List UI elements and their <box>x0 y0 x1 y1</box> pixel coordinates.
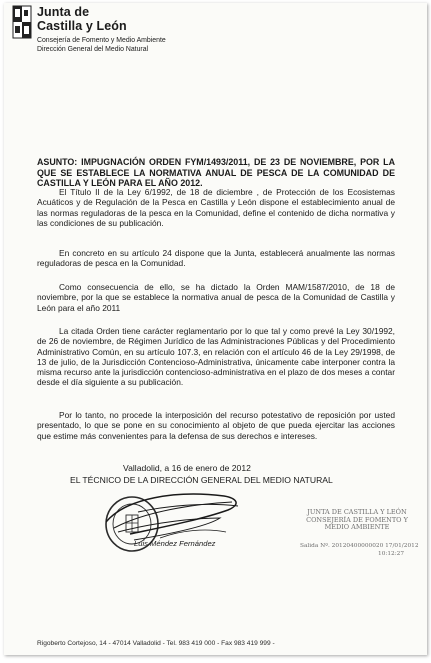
footer-address: Rigoberto Cortejoso, 14 - 47014 Valladolid - Tel. 983 419 000 - Fax 983 419 999 - <box>37 640 275 647</box>
org-name-line2: Castilla y León <box>37 19 127 33</box>
department-name: Consejería de Fomento y Medio Ambiente <box>37 37 166 44</box>
registry-stamp <box>297 509 417 532</box>
letter-page <box>4 3 427 655</box>
official-seal-and-signature <box>96 488 246 560</box>
stamp-line-1: JUNTA DE CASTILLA Y LEÓN <box>307 508 407 516</box>
paragraph-2: En concreto en su artículo 24 dispone que la Junta, establecerá anualmente las normas reguladoras de pesca en la Comunidad. <box>37 248 395 269</box>
signer-role: EL TÉCNICO DE LA DIRECCIÓN GENERAL DEL MEDIO NATURAL <box>70 475 333 485</box>
paragraph-1: El Título II de la Ley 6/1992, de 18 de diciembre , de Protección de los Ecosistemas Acuáticos y de Regulación de la Pesca en Castilla y León dispone el establecimiento anual de las normas reguladoras de la pesca en la Comunidad, define el contenido de dicha normativa y las condiciones de su publicación. <box>37 187 395 228</box>
paragraph-4: La citada Orden tiene carácter reglamentario por lo que tal y como prevé la Ley 30/1992, de 26 de noviembre, de Régimen Jurídico de las Administraciones Públicas y del Procedimiento Administrativo Común, en su artículo 107.3, en relación con el artículo 46 de la Ley 29/1998, de 13 de julio, de la Jurisdicción Contencioso-Administrativa, únicamente cabe interponer contra la misma recurso ante la jurisdicción contencioso-administrativa en el plazo de dos meses a contar desde el día siguiente a su publicación. <box>37 326 395 388</box>
stamp-time: 10:12:27 <box>378 551 405 557</box>
org-name-line1: Junta de <box>37 5 90 19</box>
paragraph-3: Como consecuencia de ello, se ha dictado la Orden MAM/1587/2010, de 18 de noviembre, por la que se establece la normativa anual de pesca de la Comunidad de Castilla y León para el año 2011 <box>37 282 395 313</box>
stamp-exit-number: Salida Nº. 20120400000020 17/01/2012 <box>300 543 419 549</box>
subject-heading: ASUNTO: IMPUGNACIÓN ORDEN FYM/1493/2011, DE 23 DE NOVIEMBRE, POR LA QUE SE ESTABLECE LA NORMATIVA ANUAL DE PESCA DE LA COMUNIDAD DE CASTILLA Y LEÓN PARA EL AÑO 2012. <box>37 157 395 189</box>
directorate-name: Dirección General del Medio Natural <box>37 46 149 53</box>
stamp-line-3: MEDIO AMBIENTE <box>324 523 390 532</box>
stamp-line-2: CONSEJERÍA DE FOMENTO Y <box>306 515 408 524</box>
coat-of-arms-icon <box>12 5 32 39</box>
signer-name: Luis Méndez Fernández <box>134 539 216 548</box>
place-date: Valladolid, a 16 de enero de 2012 <box>123 463 251 473</box>
paragraph-5: Por lo tanto, no procede la interposición del recurso potestativo de reposición por usted presentado, lo que se pone en su conocimiento al objeto de que pueda ejercitar las acciones que estime más convenientes para la defensa de sus derechos e intereses. <box>37 410 395 441</box>
